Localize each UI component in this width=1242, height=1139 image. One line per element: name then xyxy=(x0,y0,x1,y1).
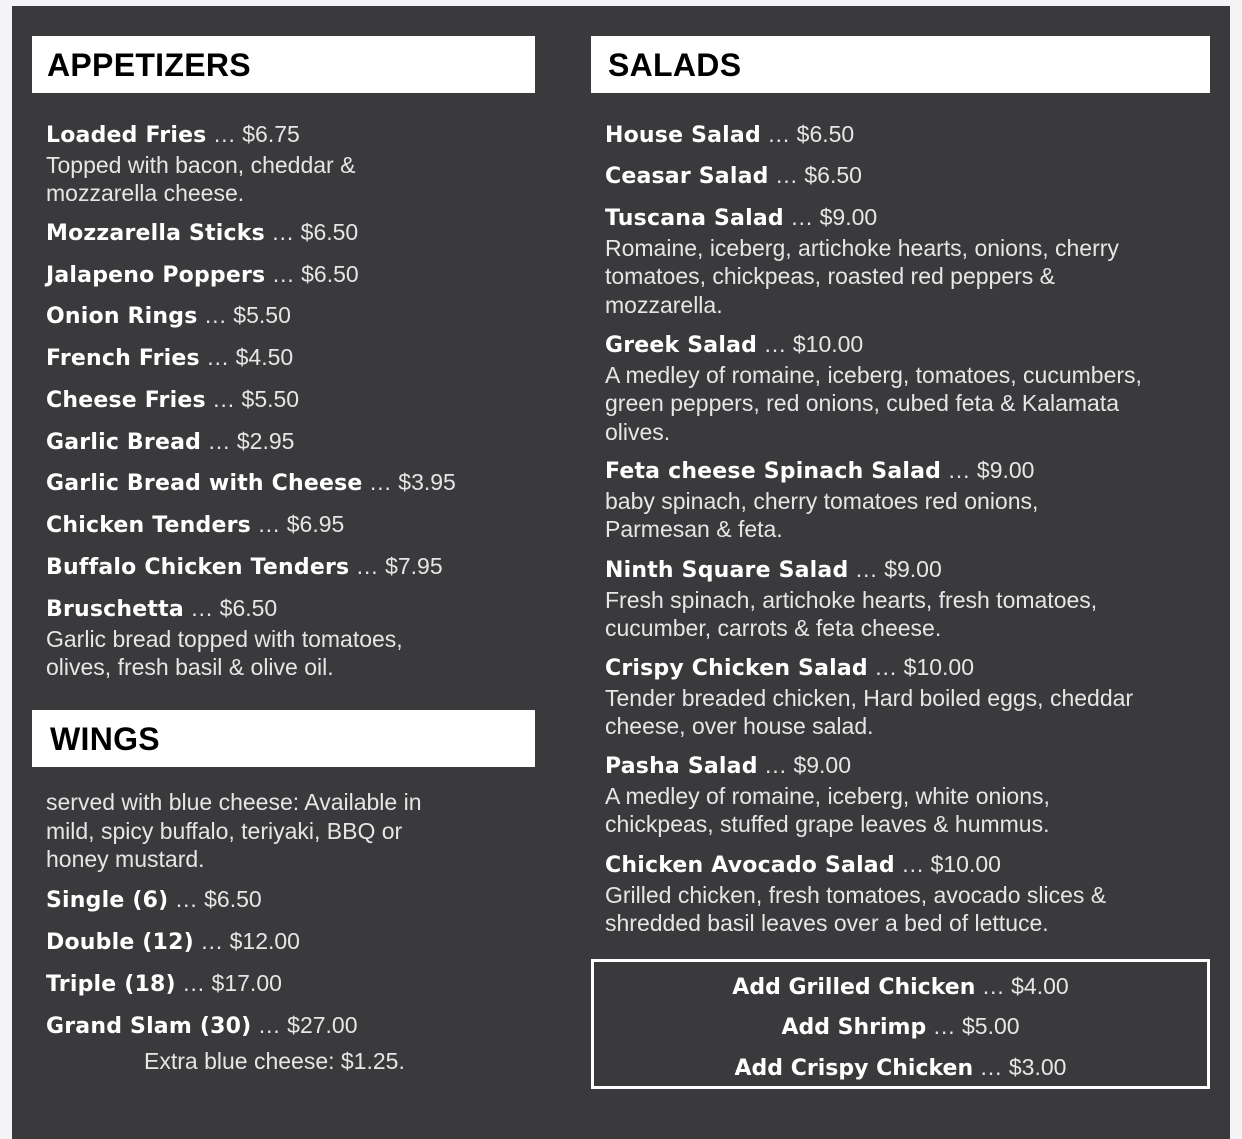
menu-item-loaded-fries xyxy=(46,120,516,208)
menu-item-wings-triple xyxy=(46,969,282,1000)
item-description: Romaine, iceberg, artichoke hearts, onions, cherry tomatoes, chickpeas, roasted red peppers & mozzarella. xyxy=(605,234,1119,318)
item-price: … $9.00 xyxy=(941,457,1035,483)
item-price: … $6.95 xyxy=(250,511,345,537)
item-name: French Fries xyxy=(46,346,200,371)
item-price: … $9.00 xyxy=(783,204,878,230)
item-description: Tender breaded chicken, Hard boiled eggs, cheddar cheese, over house salad. xyxy=(605,684,1134,739)
item-price: … $4.50 xyxy=(199,344,294,370)
appetizers-header xyxy=(32,36,535,93)
item-description: A medley of romaine, iceberg, tomatoes, cucumbers, green peppers, red onions, cubed feta & Kalamata olives. xyxy=(605,361,1142,445)
menu-item-pasha-salad xyxy=(605,751,1195,839)
item-price: … $6.75 xyxy=(206,121,300,147)
item-description: baby spinach, cherry tomatoes red onions, Parmesan & feta. xyxy=(605,487,1039,542)
menu-board xyxy=(12,6,1230,1139)
item-name: Triple (18) xyxy=(46,972,176,997)
item-price: … $5.50 xyxy=(205,386,300,412)
item-price: … $2.95 xyxy=(201,428,295,454)
wings-header xyxy=(32,710,535,767)
salad-addons-box xyxy=(591,959,1210,1089)
menu-item-wings-single xyxy=(46,885,262,916)
menu-item-chicken-tenders xyxy=(46,510,344,541)
item-price: … $17.00 xyxy=(175,970,282,996)
appetizers-title: APPETIZERS xyxy=(47,47,251,83)
item-price: … $6.50 xyxy=(168,886,262,912)
item-description: Garlic bread topped with tomatoes, olives, fresh basil & olive oil. xyxy=(46,625,403,680)
menu-item-chicken-avocado-salad xyxy=(605,850,1195,938)
item-name: Bruschetta xyxy=(46,597,184,622)
item-name: Single (6) xyxy=(46,888,169,913)
item-price: … $9.00 xyxy=(757,752,852,778)
item-name: Ninth Square Salad xyxy=(605,558,849,583)
menu-item-tuscana-salad xyxy=(605,203,1195,319)
item-price: … $12.00 xyxy=(193,928,300,954)
item-name: Onion Rings xyxy=(46,304,198,329)
item-price: … $6.50 xyxy=(760,121,855,147)
item-name: Loaded Fries xyxy=(46,123,207,148)
menu-item-onion-rings xyxy=(46,301,291,332)
item-name: House Salad xyxy=(605,123,761,148)
wings-intro: served with blue cheese: Available in mild, spicy buffalo, teriyaki, BBQ or honey mustard. xyxy=(46,789,422,872)
addon-name: Add Crispy Chicken xyxy=(734,1056,974,1081)
item-price: … $10.00 xyxy=(867,654,975,680)
menu-item-garlic-bread xyxy=(46,427,294,458)
addon-price: … $5.00 xyxy=(926,1013,1020,1039)
item-name: Pasha Salad xyxy=(605,754,758,779)
item-name: Chicken Avocado Salad xyxy=(605,853,895,878)
item-price: … $3.95 xyxy=(362,469,456,495)
addon-name: Add Shrimp xyxy=(781,1015,927,1040)
item-name: Ceasar Salad xyxy=(605,164,769,189)
item-name: Tuscana Salad xyxy=(605,206,784,231)
item-price: … $7.95 xyxy=(349,553,443,579)
item-description: Grilled chicken, fresh tomatoes, avocado slices & shredded basil leaves over a bed of lettuce. xyxy=(605,881,1107,936)
item-name: Mozzarella Sticks xyxy=(46,221,265,246)
menu-item-jalapeno-poppers xyxy=(46,260,359,291)
item-name: Garlic Bread xyxy=(46,430,202,455)
item-price: … $10.00 xyxy=(757,331,864,357)
menu-item-ninth-square-salad xyxy=(605,555,1195,643)
salads-title: SALADS xyxy=(608,47,742,83)
wings-title: WINGS xyxy=(50,721,160,757)
menu-item-feta-cheese-spinach-salad xyxy=(605,456,1195,544)
addon-price: … $3.00 xyxy=(973,1054,1067,1080)
menu-item-bruschetta xyxy=(46,594,516,682)
addon-grilled-chicken xyxy=(594,972,1207,1004)
item-description: Fresh spinach, artichoke hearts, fresh tomatoes, cucumber, carrots & feta cheese. xyxy=(605,586,1098,641)
item-name: Chicken Tenders xyxy=(46,513,251,538)
item-description: Topped with bacon, cheddar & mozzarella cheese. xyxy=(46,151,356,206)
item-name: Garlic Bread with Cheese xyxy=(46,471,363,496)
item-name: Feta cheese Spinach Salad xyxy=(605,459,942,484)
item-price: … $5.50 xyxy=(197,302,291,328)
item-description: A medley of romaine, iceberg, white onions, chickpeas, stuffed grape leaves & hummus. xyxy=(605,782,1050,837)
item-price: … $9.00 xyxy=(848,556,942,582)
menu-item-house-salad xyxy=(605,120,854,151)
menu-item-mozzarella-sticks xyxy=(46,218,358,249)
salads-header xyxy=(591,36,1210,93)
menu-item-wings-double xyxy=(46,927,300,958)
item-price: … $6.50 xyxy=(264,219,359,245)
addon-crispy-chicken xyxy=(594,1053,1207,1085)
item-name: Cheese Fries xyxy=(46,388,206,413)
addon-price: … $4.00 xyxy=(975,973,1069,999)
addon-shrimp xyxy=(594,1012,1207,1044)
item-price: … $10.00 xyxy=(894,851,1001,877)
item-name: Crispy Chicken Salad xyxy=(605,656,868,681)
item-price: … $6.50 xyxy=(265,261,359,287)
item-name: Grand Slam (30) xyxy=(46,1014,252,1039)
item-price: … $27.00 xyxy=(251,1012,358,1038)
item-name: Double (12) xyxy=(46,930,194,955)
menu-item-french-fries xyxy=(46,343,293,374)
menu-item-cheese-fries xyxy=(46,385,299,416)
menu-item-buffalo-chicken-tenders xyxy=(46,552,443,583)
item-name: Jalapeno Poppers xyxy=(46,263,266,288)
wings-extra-note: Extra blue cheese: $1.25. xyxy=(144,1048,405,1074)
menu-item-garlic-bread-with-cheese xyxy=(46,468,456,499)
menu-item-wings-grand-slam xyxy=(46,1011,358,1042)
item-price: … $6.50 xyxy=(768,162,862,188)
item-name: Buffalo Chicken Tenders xyxy=(46,555,350,580)
item-price: … $6.50 xyxy=(183,595,278,621)
menu-item-crispy-chicken-salad xyxy=(605,653,1195,741)
menu-item-greek-salad xyxy=(605,330,1195,446)
item-name: Greek Salad xyxy=(605,333,758,358)
menu-item-ceasar-salad xyxy=(605,161,862,192)
addon-name: Add Grilled Chicken xyxy=(732,975,976,1000)
